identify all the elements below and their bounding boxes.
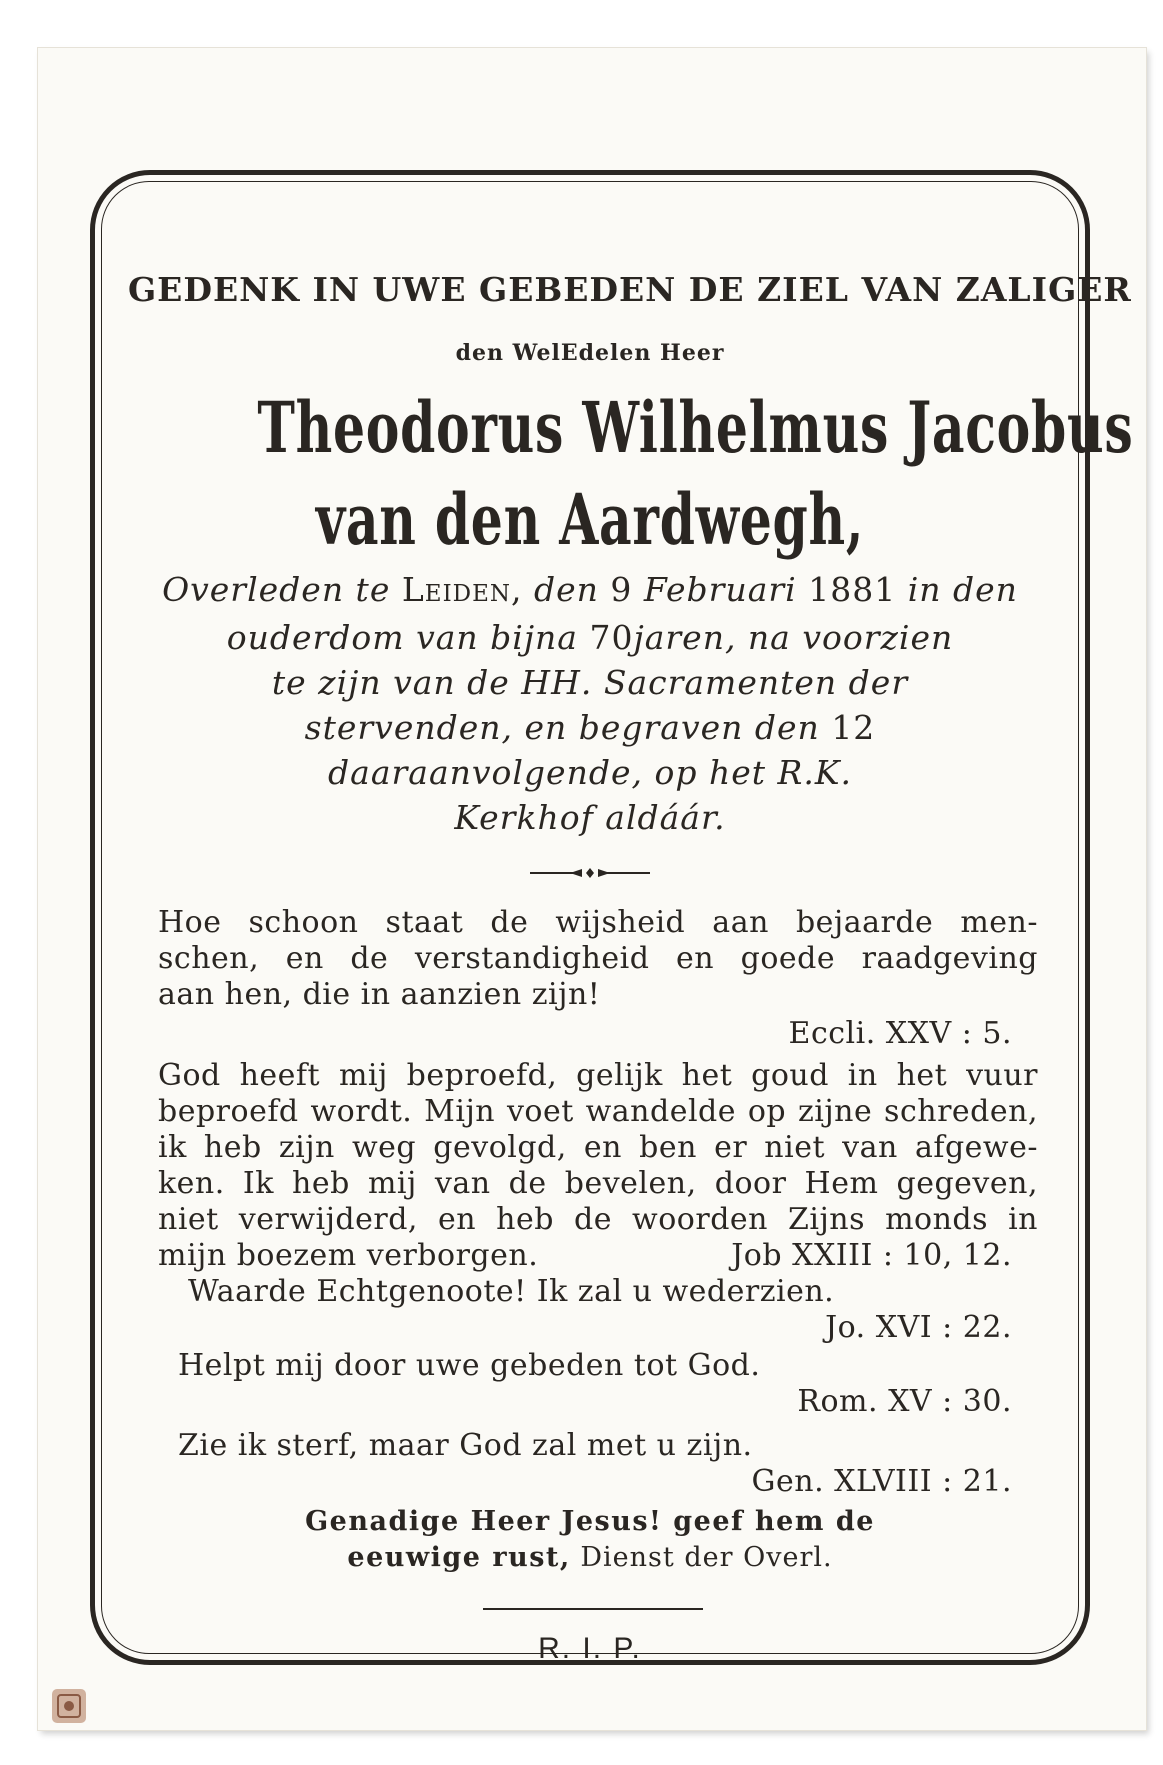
verse-2-line-4: ken. Ik heb mij van de bevelen, door Hem gegeven, — [158, 1166, 1038, 1201]
age: 70 — [589, 618, 634, 657]
collection-stamp-icon — [50, 1687, 88, 1725]
verse-1-line-1: Hoe schoon staat de wijsheid aan bejaarde men- — [158, 905, 1038, 940]
verse-2-line-3: ik heb zijn weg gevolgd, en ben er niet van afgewe- — [158, 1130, 1038, 1165]
obituary-line-6: Kerkhof aldáár. — [454, 798, 726, 837]
verse-2-line-2: beproefd wordt. Mijn voet wandelde op zijne schreden, — [158, 1094, 1038, 1129]
obituary-line-2 — [128, 618, 1052, 657]
memorial-card — [38, 48, 1146, 1730]
verse-1-line-3: aan hen, die in aanzien zijn! — [158, 977, 601, 1012]
ornament-divider-icon — [530, 863, 650, 883]
divider-line — [483, 1608, 703, 1610]
verse-4-line-1: Helpt mij door uwe gebeden tot God. — [178, 1348, 761, 1383]
obituary-line-5: daaraanvolgende, op het R.K. — [328, 753, 852, 792]
burial-day: 12 — [831, 708, 876, 747]
verse-5-reference: Gen. XLVIII : 21. — [751, 1464, 1012, 1499]
obit-text: jaren, na voorzien — [633, 618, 954, 657]
prayer-bold-text: eeuwige rust, — [347, 1542, 571, 1573]
verse-2-line-6: mijn boezem verborgen. — [158, 1238, 539, 1273]
deceased-name-line2: van den Aardwegh, — [315, 478, 865, 561]
death-month: Februari — [643, 570, 797, 609]
obit-text: in den — [907, 570, 1018, 609]
prayer-source: Dienst der Overl. — [580, 1542, 833, 1573]
rip-text: R. I. P. — [538, 1632, 642, 1665]
prayer-bold-text: Genadige Heer Jesus! geef hem de — [305, 1506, 875, 1537]
verse-4-reference: Rom. XV : 30. — [797, 1384, 1012, 1419]
obituary-line-3: te zijn van de HH. Sacramenten der — [271, 663, 909, 702]
verse-1-reference: Eccli. XXV : 5. — [788, 1016, 1012, 1051]
obit-text: Overleden te — [162, 570, 391, 609]
honorific: den WelEdelen Heer — [455, 340, 725, 366]
verse-3-reference: Jo. XVI : 22. — [825, 1310, 1012, 1345]
deceased-name-line1: Theodorus Wilhelmus Jacobus — [257, 386, 1134, 469]
obituary-line-1 — [128, 570, 1052, 609]
obit-text: stervenden, en begraven den — [304, 708, 820, 747]
verse-2-line-5: niet verwijderd, en heb de woorden Zijns monds in — [158, 1202, 1038, 1237]
verse-1-line-2: schen, en de verstandigheid en goede raadgeving — [158, 941, 1038, 976]
verse-2-reference: Job XXIII : 10, 12. — [731, 1238, 1012, 1273]
verse-2-line-1: God heeft mij beproefd, gelijk het goud in het vuur — [158, 1058, 1038, 1093]
place-of-death: Leiden, — [401, 570, 523, 609]
verse-3-line-1: Waarde Echtgenoote! Ik zal u wederzien. — [188, 1274, 835, 1309]
obituary-line-4 — [128, 708, 1052, 747]
death-day: 9 — [610, 570, 633, 609]
prayer-line-1 — [128, 1506, 1052, 1537]
obit-text: den — [534, 570, 599, 609]
gedenk-heading: GEDENK IN UWE GEBEDEN DE ZIEL VAN ZALIGER — [128, 270, 1132, 309]
death-year: 1881 — [808, 570, 897, 609]
obit-text: ouderdom van bijna — [226, 618, 578, 657]
prayer-line-2 — [128, 1542, 1052, 1573]
verse-5-line-1: Zie ik sterf, maar God zal met u zijn. — [178, 1428, 753, 1463]
